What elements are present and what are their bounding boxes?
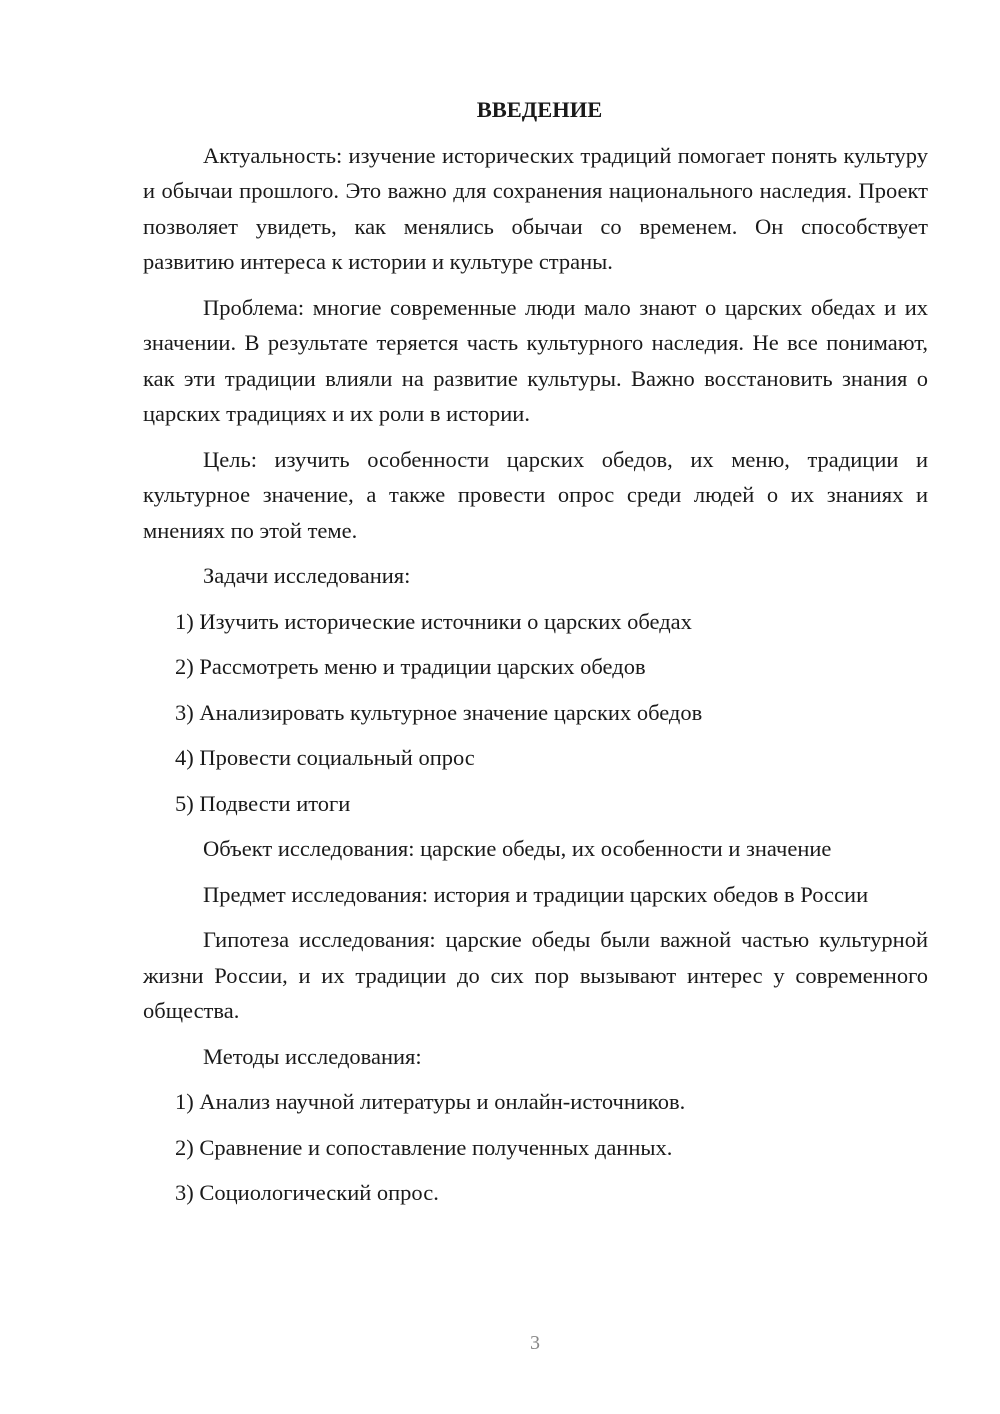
tasks-heading: Задачи исследования: — [203, 563, 411, 588]
page-number: 3 — [530, 1332, 540, 1354]
task-item: 3) Анализировать культурное значение царских обедов — [175, 699, 703, 725]
method-item: 3) Социологический опрос. — [175, 1180, 439, 1205]
method-item: 2) Сравнение и сопоставление полученных данных. — [175, 1134, 673, 1160]
problem-paragraph: Проблема: многие современные люди мало знают о царских обедах и их значении. В результате теряется часть культурного наследия. Не все понимают, как эти традиции влияли на развитие культуры. Важно восстановить знания о царских традициях и их роли в истории. — [143, 294, 928, 426]
method-item: 1) Анализ научной литературы и онлайн-источников. — [175, 1089, 686, 1114]
task-item: 5) Подвести итоги — [175, 790, 351, 816]
task-item: 1) Изучить исторические источники о царских обедах — [175, 608, 692, 634]
task-item: 4) Провести социальный опрос — [175, 745, 475, 770]
page-content — [143, 92, 928, 1221]
goal-paragraph: Цель: изучить особенности царских обедов, их меню, традиции и культурное значение, а также провести опрос среди людей о их знаниях и мнениях по этой теме. — [143, 446, 928, 543]
task-item: 2) Рассмотреть меню и традиции царских обедов — [175, 654, 646, 679]
methods-heading: Методы исследования: — [203, 1043, 422, 1069]
subject-paragraph: Предмет исследования: история и традиции царских обедов в России — [203, 881, 869, 907]
relevance-paragraph: Актуальность: изучение исторических традиций помогает понять культуру и обычаи прошлого. Это важно для сохранения национального наследия. Проект позволяет увидеть, как менялись обычаи со временем. Он способствует развитию интереса к истории и культуре страны. — [143, 142, 928, 274]
section-heading: ВВЕДЕНИЕ — [476, 97, 603, 122]
hypothesis-paragraph: Гипотеза исследования: царские обеды были важной частью культурной жизни России, и их традиции до сих пор вызывают интерес у современного общества. — [143, 927, 928, 1023]
object-paragraph: Объект исследования: царские обеды, их особенности и значение — [203, 836, 832, 861]
